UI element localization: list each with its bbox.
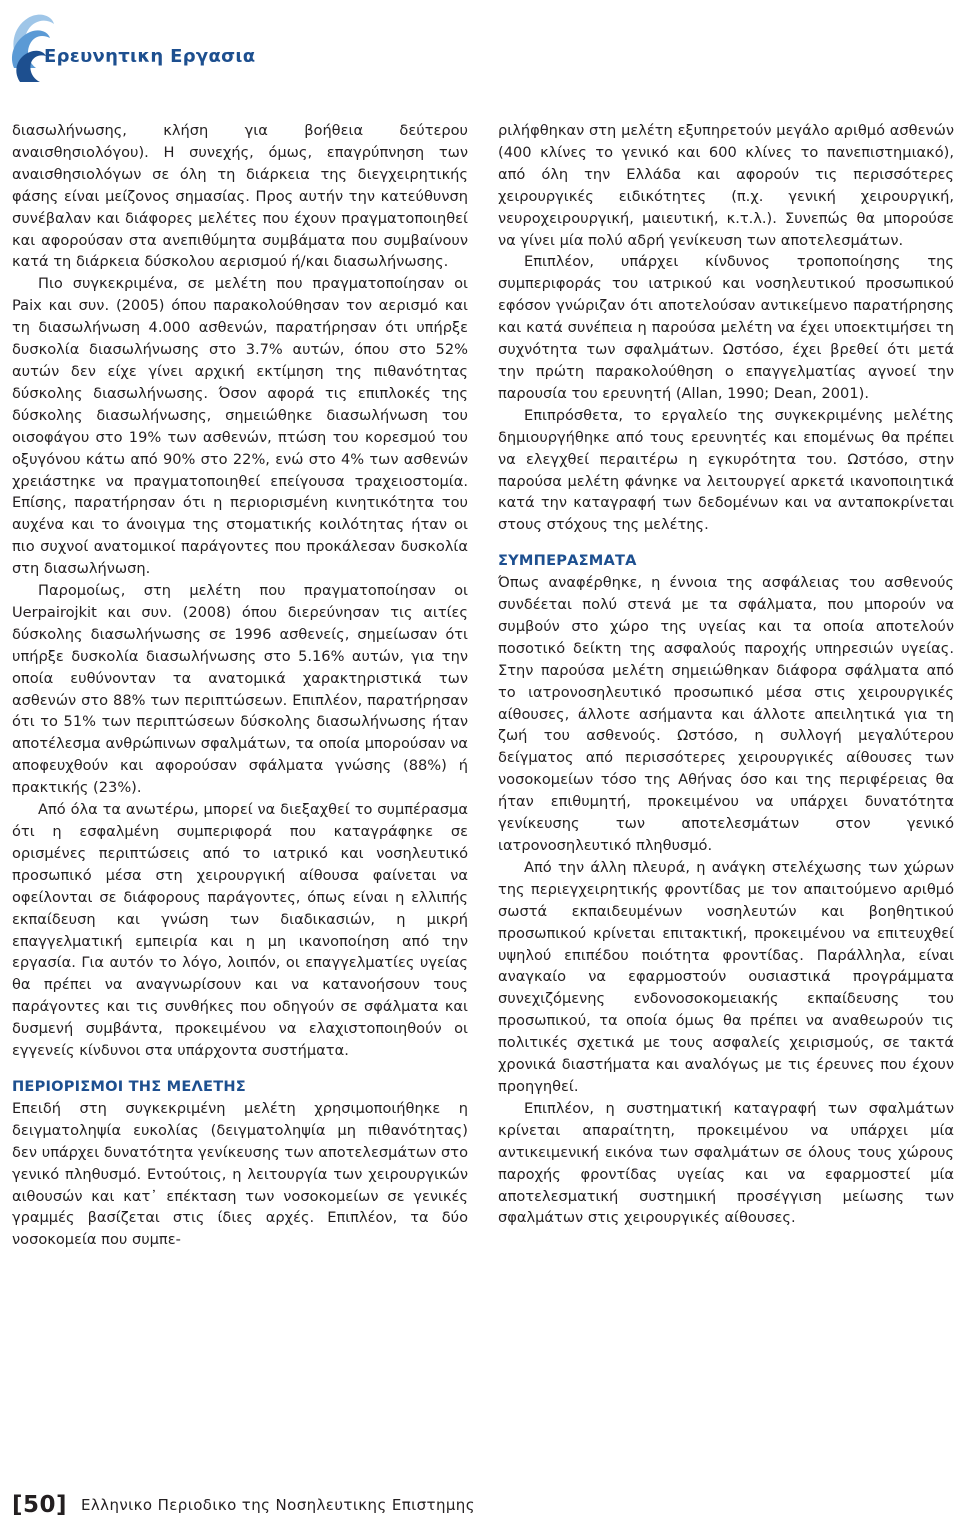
paragraph: Επιπλέον, η συστηματική καταγραφή των σφαλμάτων κρίνεται απαραίτητη, προκειμένου να υπάρχει μία αντικειμενική εικόνα των σφαλμάτων σε όλους τους χώρους παροχής φροντίδας υγείας και να εφαρμοστεί μία αποτελεσματική συστημική προσέγγιση μείωσης των σφαλμάτων στις χειρουργικές αίθουσες. — [498, 1099, 954, 1227]
section-title: Ερευνητικη Εργασια — [44, 46, 256, 67]
paragraph: Από όλα τα ανωτέρω, μπορεί να διεξαχθεί το συμπέρασμα ότι η εσφαλμένη συμπεριφορά που καταγράφηκε σε ορισμένες περιπτώσεις από το ιατρικό και νοσηλευτικό προσωπικό μέσα στη χειρουργική αίθουσα φαίνεται να οφείλονται σε διάφορους παράγοντες, όπως είναι η ελλιπής εκπαίδευση και γνώση των διαδικασιών, η μικρή επαγγελματική εμπειρία και η μη ικανοποίηση από την εργασία. Για αυτόν το λόγο, λοιπόν, οι επαγγελματίες υγείας θα πρέπει να αναγνωρίσουν και να κατανοήσουν τους παράγοντες και τις συνθήκες που οδηγούν σε σφάλματα και δυσμενή συμβάντα, προκειμένου να ελαχιστοποιηθούν οι εγγενείς κίνδυνοι στα υπάρχοντα συστήματα. — [12, 801, 468, 1060]
paragraph: Από την άλλη πλευρά, η ανάγκη στελέχωσης των χώρων της περιεγχειρητικής φροντίδας με τον απαιτούμενο αριθμό σωστά εκπαιδευμένων νοσηλευτών και βοηθητικού προσωπικού κρίνεται επιτακτική, προκειμένου να επιτευχθεί υψηλού επιπέδου ποιότητα φροντίδας. Παράλληλα, είναι αναγκαίο να εφαρμοστούν ουσιαστικά προγράμματα συνεχιζόμενης ενδονοσοκομειακής εκπαίδευσης του προσωπικού, τα οποία όμως θα πρέπει να αναθεωρούν τις πολιτικές σχετικά με τους ασφαλείς χειρισμούς, σε τακτά χρονικά διαστήματα και αναλόγως με τις έρευνες που έχουν προηγηθεί. — [498, 858, 954, 1095]
journal-title: Ελληνικο Περιοδικο της Νοσηλευτικης Επιστημης — [81, 1496, 475, 1514]
paragraph: Όπως αναφέρθηκε, η έννοια της ασφάλειας του ασθενούς συνδέεται πολύ στενά με τα σφάλματα, που μπορούν να συμβούν στο χώρο της υγείας και τα οποία αποτελούν ποσοτικό δείκτη της ασφαλούς παροχής υπηρεσιών υγείας. Στην παρούσα μελέτη σημειώθηκαν διάφορα σφάλματα από το ιατρονοσηλευτικό προσωπικό μέσα στις χειρουργικές αίθουσες, άλλοτε ασήμαντα και άλλοτε απειλητικά για τη ζωή του ασθενούς. Ωστόσο, η συλλογή μεγαλύτερου δείγματος από περισσότερες χειρουργικές αίθουσες των νοσοκομείων τόσο της Αθήνας όσο και της περιφέρειας θα ήταν επιθυμητή, προκειμένου να υπάρχει δυνατότητα γενίκευσης των αποτελεσμάτων στον γενικό ιατρονοσηλευτικό πληθυσμό. — [498, 574, 954, 854]
paragraph: διασωλήνωσης, κλήση για βοήθεια δεύτερου αναισθησιολόγου). Η συνεχής, όμως, επαγρύπνηση των αναισθησιολόγων σε όλη τη διάρκεια της διεγχειρητικής φάσης είναι μείζονος σημασίας. Προς αυτήν την κατεύθυνση συνέβαλαν και διάφορες μελέτες που έχουν πραγματοποιηθεί και αφορούσαν στα ανεπιθύμητα συμβάματα που συμβαίνουν κατά τη διάρκεια δύσκολου αερισμού ή/και διασωλήνωσης. — [12, 122, 468, 271]
paragraph: Επιπρόσθετα, το εργαλείο της συγκεκριμένης μελέτης δημιουργήθηκε από τους ερευνητές και επομένως θα πρέπει να ελεγχθεί περαιτέρω η εγκυρότητα του. Ωστόσο, στην παρούσα μελέτη φάνηκε να λειτουργεί αρκετά ικανοποιητικά κατά την καταγραφή των δεδομένων και να ανταποκρίνεται στους στόχους της μελέτης. — [498, 406, 954, 534]
paragraph: Παρομοίως, στη μελέτη που πραγματοποίησαν οι Uerpairojkit και συν. (2008) όπου διερεύνησαν τις αιτίες δύσκολης διασωλήνωσης σε 1996 ασθενείς, σημείωσαν ότι υπήρξε δυσκολία διασωλήνωσης στο 5.16% αυτών, για την οποία ευθύνονταν τα ανατομικά χαρακτηριστικά των ασθενών στο 88% των περιπτώσεων. Επιπλέον, παρατήρησαν ότι το 51% των περιπτώσεων δύσκολης διασωλήνωσης ήταν αποτέλεσμα ανθρώπινων σφαλμάτων, τα οποία μπορούσαν να αποφευχθούν και αφορούσαν σφάλματα γνώσης (88%) ή πρακτικής (23%). — [12, 582, 468, 797]
left-column — [12, 120, 468, 1251]
paragraph: Επιπλέον, υπάρχει κίνδυνος τροποποίησης της συμπεριφοράς του ιατρικού και νοσηλευτικού προσωπικού εφόσον γνώριζαν ότι αποτελούσαν αντικείμενο παρατήρησης και κατά συνέπεια η παρούσα μελέτη να έχει υποεκτιμήσει τη συχνότητα των σφαλμάτων. Ωστόσο, έχει βρεθεί ότι μετά την πρώτη παρακολούθηση ο επαγγελματίας αγνοεί την παρουσία του ερευνητή (Allan, 1990; Dean, 2001). — [498, 253, 954, 402]
paragraph: ριλήφθηκαν στη μελέτη εξυπηρετούν μεγάλο αριθμό ασθενών (400 κλίνες το γενικό και 600 κλίνες το πανεπιστημιακό), από όλη την Ελλάδα και αφορούν τις περισσότερες χειρουργικές ειδικότητες (π.χ. γενική χειρουργική, νευροχειρουργική, μαιευτική, κ.τ.λ.). Συνεπώς θα μπορούσε να γίνει μία πολύ αδρή γενίκευση των αποτελεσμάτων. — [498, 122, 954, 249]
section-heading-conclusions: ΣΥΜΠΕΡΑΣΜΑΤΑ — [498, 552, 637, 570]
paragraph: Επειδή στη συγκεκριμένη μελέτη χρησιμοποιήθηκε η δειγματοληψία ευκολίας (δειγματοληψία μη πιθανότητας) δεν υπάρχει δυνατότητα γενίκευσης των αποτελεσμάτων στο γενικό πληθυσμό. Εντούτοις, η λειτουργία των χειρουργικών αιθουσών και κατ᾽ επέκταση των νοσοκομείων σε γενικές γραμμές βασίζεται στις ίδιες αρχές. Επιπλέον, τα δύο νοσοκομεία που συμπε- — [12, 1099, 468, 1249]
page-number: [50] — [12, 1492, 68, 1518]
page-header — [0, 0, 960, 100]
section-heading-limitations: ΠΕΡΙΟΡΙΣΜΟΙ ΤΗΣ ΜΕΛΕΤΗΣ — [12, 1077, 246, 1095]
right-column — [498, 120, 954, 1229]
page-footer — [12, 1492, 475, 1518]
paragraph: Πιο συγκεκριμένα, σε μελέτη που πραγματοποίησαν οι Paix και συν. (2005) όπου παρακολούθησαν τον αερισμό και τη διασωλήνωση 4.000 ασθενών, παρατήρησαν ότι υπήρξε δυσκολία διασωλήνωσης στο 3.7% αυτών, όπου στο 52% αυτών δεν είχε γίνει αρχική εκτίμηση της πιθανότητας δύσκολης διασωλήνωσης. Όσον αφορά τις επιπλοκές της δύσκολης διασωλήνωσης, σημειώθηκε διασωλήνωση του οισοφάγου στο 19% των ασθενών, πτώση του κορεσμού του οξυγόνου κάτω από 90% στο 22%, ενώ στο 4% των ασθενών χρειάστηκε να πραγματοποιηθεί επείγουσα τραχειοστομία. Επίσης, παρατήρησαν ότι η περιορισμένη κινητικότητα του αυχένα και το άνοιγμα της στοματικής κοιλότητας ήταν οι πιο συχνοί ανατομικοί παράγοντες που προκάλεσαν δυσκολία στη διασωλήνωση. — [12, 275, 468, 578]
